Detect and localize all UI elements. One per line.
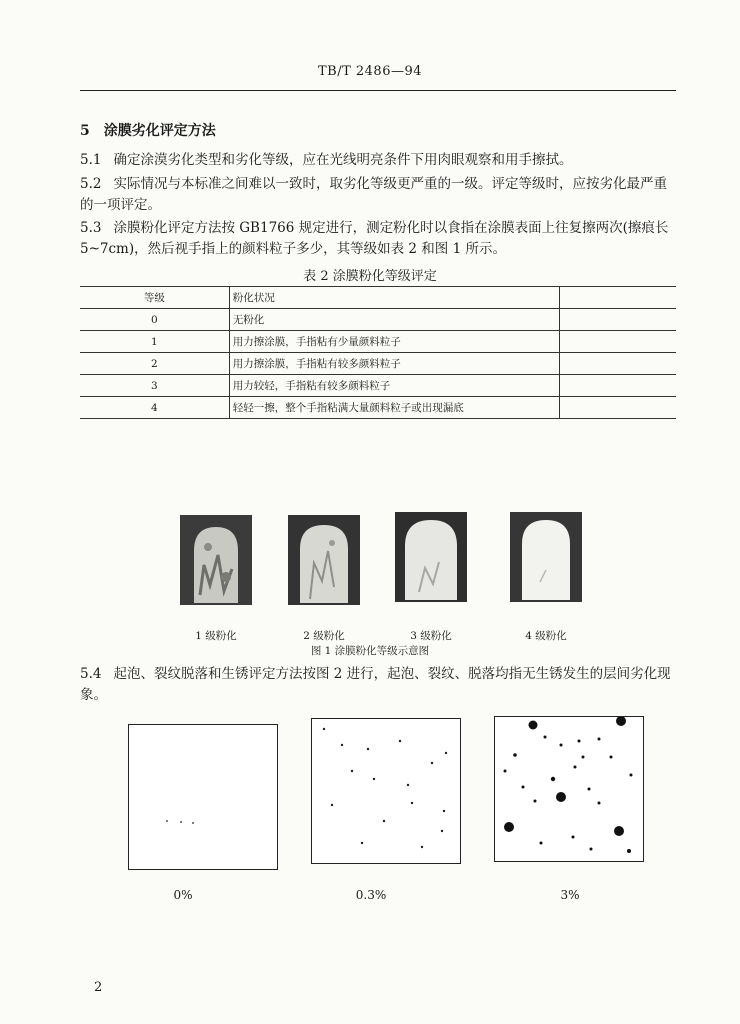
blank-cell <box>560 397 676 419</box>
chalking-photo-grade-1 <box>180 515 252 605</box>
section-number: 5 <box>80 123 90 139</box>
blank-cell <box>560 375 676 397</box>
grade-cell: 4 <box>80 397 229 419</box>
page-number: 2 <box>94 980 103 995</box>
paragraph-5-4 <box>80 664 680 706</box>
chalking-label-2: 2 级粉化 <box>303 630 345 642</box>
table-row <box>80 375 676 397</box>
density-sample-0-percent <box>128 724 278 870</box>
blank-cell <box>560 353 676 375</box>
column-header-condition: 粉化状况 <box>229 287 559 309</box>
density-label-0-3: 0.3% <box>355 888 387 902</box>
paragraph-number: 5.1 <box>80 152 102 168</box>
document-header-code: TB/T 2486—94 <box>317 64 423 79</box>
paragraph-5-2 <box>80 174 680 216</box>
figure-1-caption: 图 1 涂膜粉化等级示意图 <box>310 645 430 657</box>
section-title: 涂膜劣化评定方法 <box>103 123 216 139</box>
condition-cell: 轻轻一擦，整个手指粘满大量颜料粒子或出现漏底 <box>229 397 559 419</box>
chalking-photo-grade-4 <box>510 512 582 602</box>
paragraph-text: 起泡、裂纹脱落和生锈评定方法按图 2 进行，起泡、裂纹、脱落均指无生锈发生的层间劣化现象。 <box>80 666 671 703</box>
chalking-label-1: 1 级粉化 <box>195 630 237 642</box>
column-header-grade: 等级 <box>80 287 229 309</box>
chalking-photo-grade-2 <box>288 515 360 605</box>
chalking-label-3: 3 级粉化 <box>410 630 452 642</box>
table-row <box>80 397 676 419</box>
grade-cell: 3 <box>80 375 229 397</box>
chalking-label-4: 4 级粉化 <box>525 630 567 642</box>
condition-cell: 用力较轻，手指粘有较多颜料粒子 <box>229 375 559 397</box>
density-label-0: 0% <box>173 888 193 902</box>
header-rule <box>80 90 676 91</box>
chalking-photo-grade-3 <box>395 512 467 602</box>
blank-cell <box>560 331 676 353</box>
table-row <box>80 309 676 331</box>
density-label-3: 3% <box>560 888 580 902</box>
condition-cell: 用力擦涂膜，手指粘有少量颜料粒子 <box>229 331 559 353</box>
column-header-blank <box>560 287 676 309</box>
grade-cell: 0 <box>80 309 229 331</box>
table-row <box>80 353 676 375</box>
paragraph-text: 涂膜粉化评定方法按 GB1766 规定进行，测定粉化时以食指在涂膜表面上往复擦两次(擦痕长 5~7cm)，然后视手指上的颜料粒子多少，其等级如表 2 和图 1 所示。 <box>80 220 669 257</box>
table-row <box>80 331 676 353</box>
grade-cell: 1 <box>80 331 229 353</box>
paragraph-text: 实际情况与本标准之间难以一致时，取劣化等级更严重的一级。评定等级时，应按劣化最严重的一项评定。 <box>80 176 667 213</box>
paragraph-text: 确定涂漠劣化类型和劣化等级，应在光线明亮条件下用肉眼观察和用手擦拭。 <box>113 152 573 168</box>
blank-cell <box>560 309 676 331</box>
paragraph-number: 5.4 <box>80 666 102 682</box>
paragraph-5-1 <box>80 150 680 171</box>
paragraph-5-3 <box>80 218 680 260</box>
condition-cell: 用力擦涂膜，手指粘有较多颜料粒子 <box>229 353 559 375</box>
density-sample-3-percent <box>494 716 644 862</box>
table-caption: 表 2 涂膜粉化等级评定 <box>303 269 437 284</box>
density-sample-0-3-percent <box>311 718 461 864</box>
grade-cell: 2 <box>80 353 229 375</box>
paragraph-number: 5.2 <box>80 176 102 192</box>
table-header-row <box>80 287 676 309</box>
paragraph-number: 5.3 <box>80 220 102 236</box>
section-heading <box>80 120 216 140</box>
condition-cell: 无粉化 <box>229 309 559 331</box>
chalking-grade-table <box>80 286 676 419</box>
